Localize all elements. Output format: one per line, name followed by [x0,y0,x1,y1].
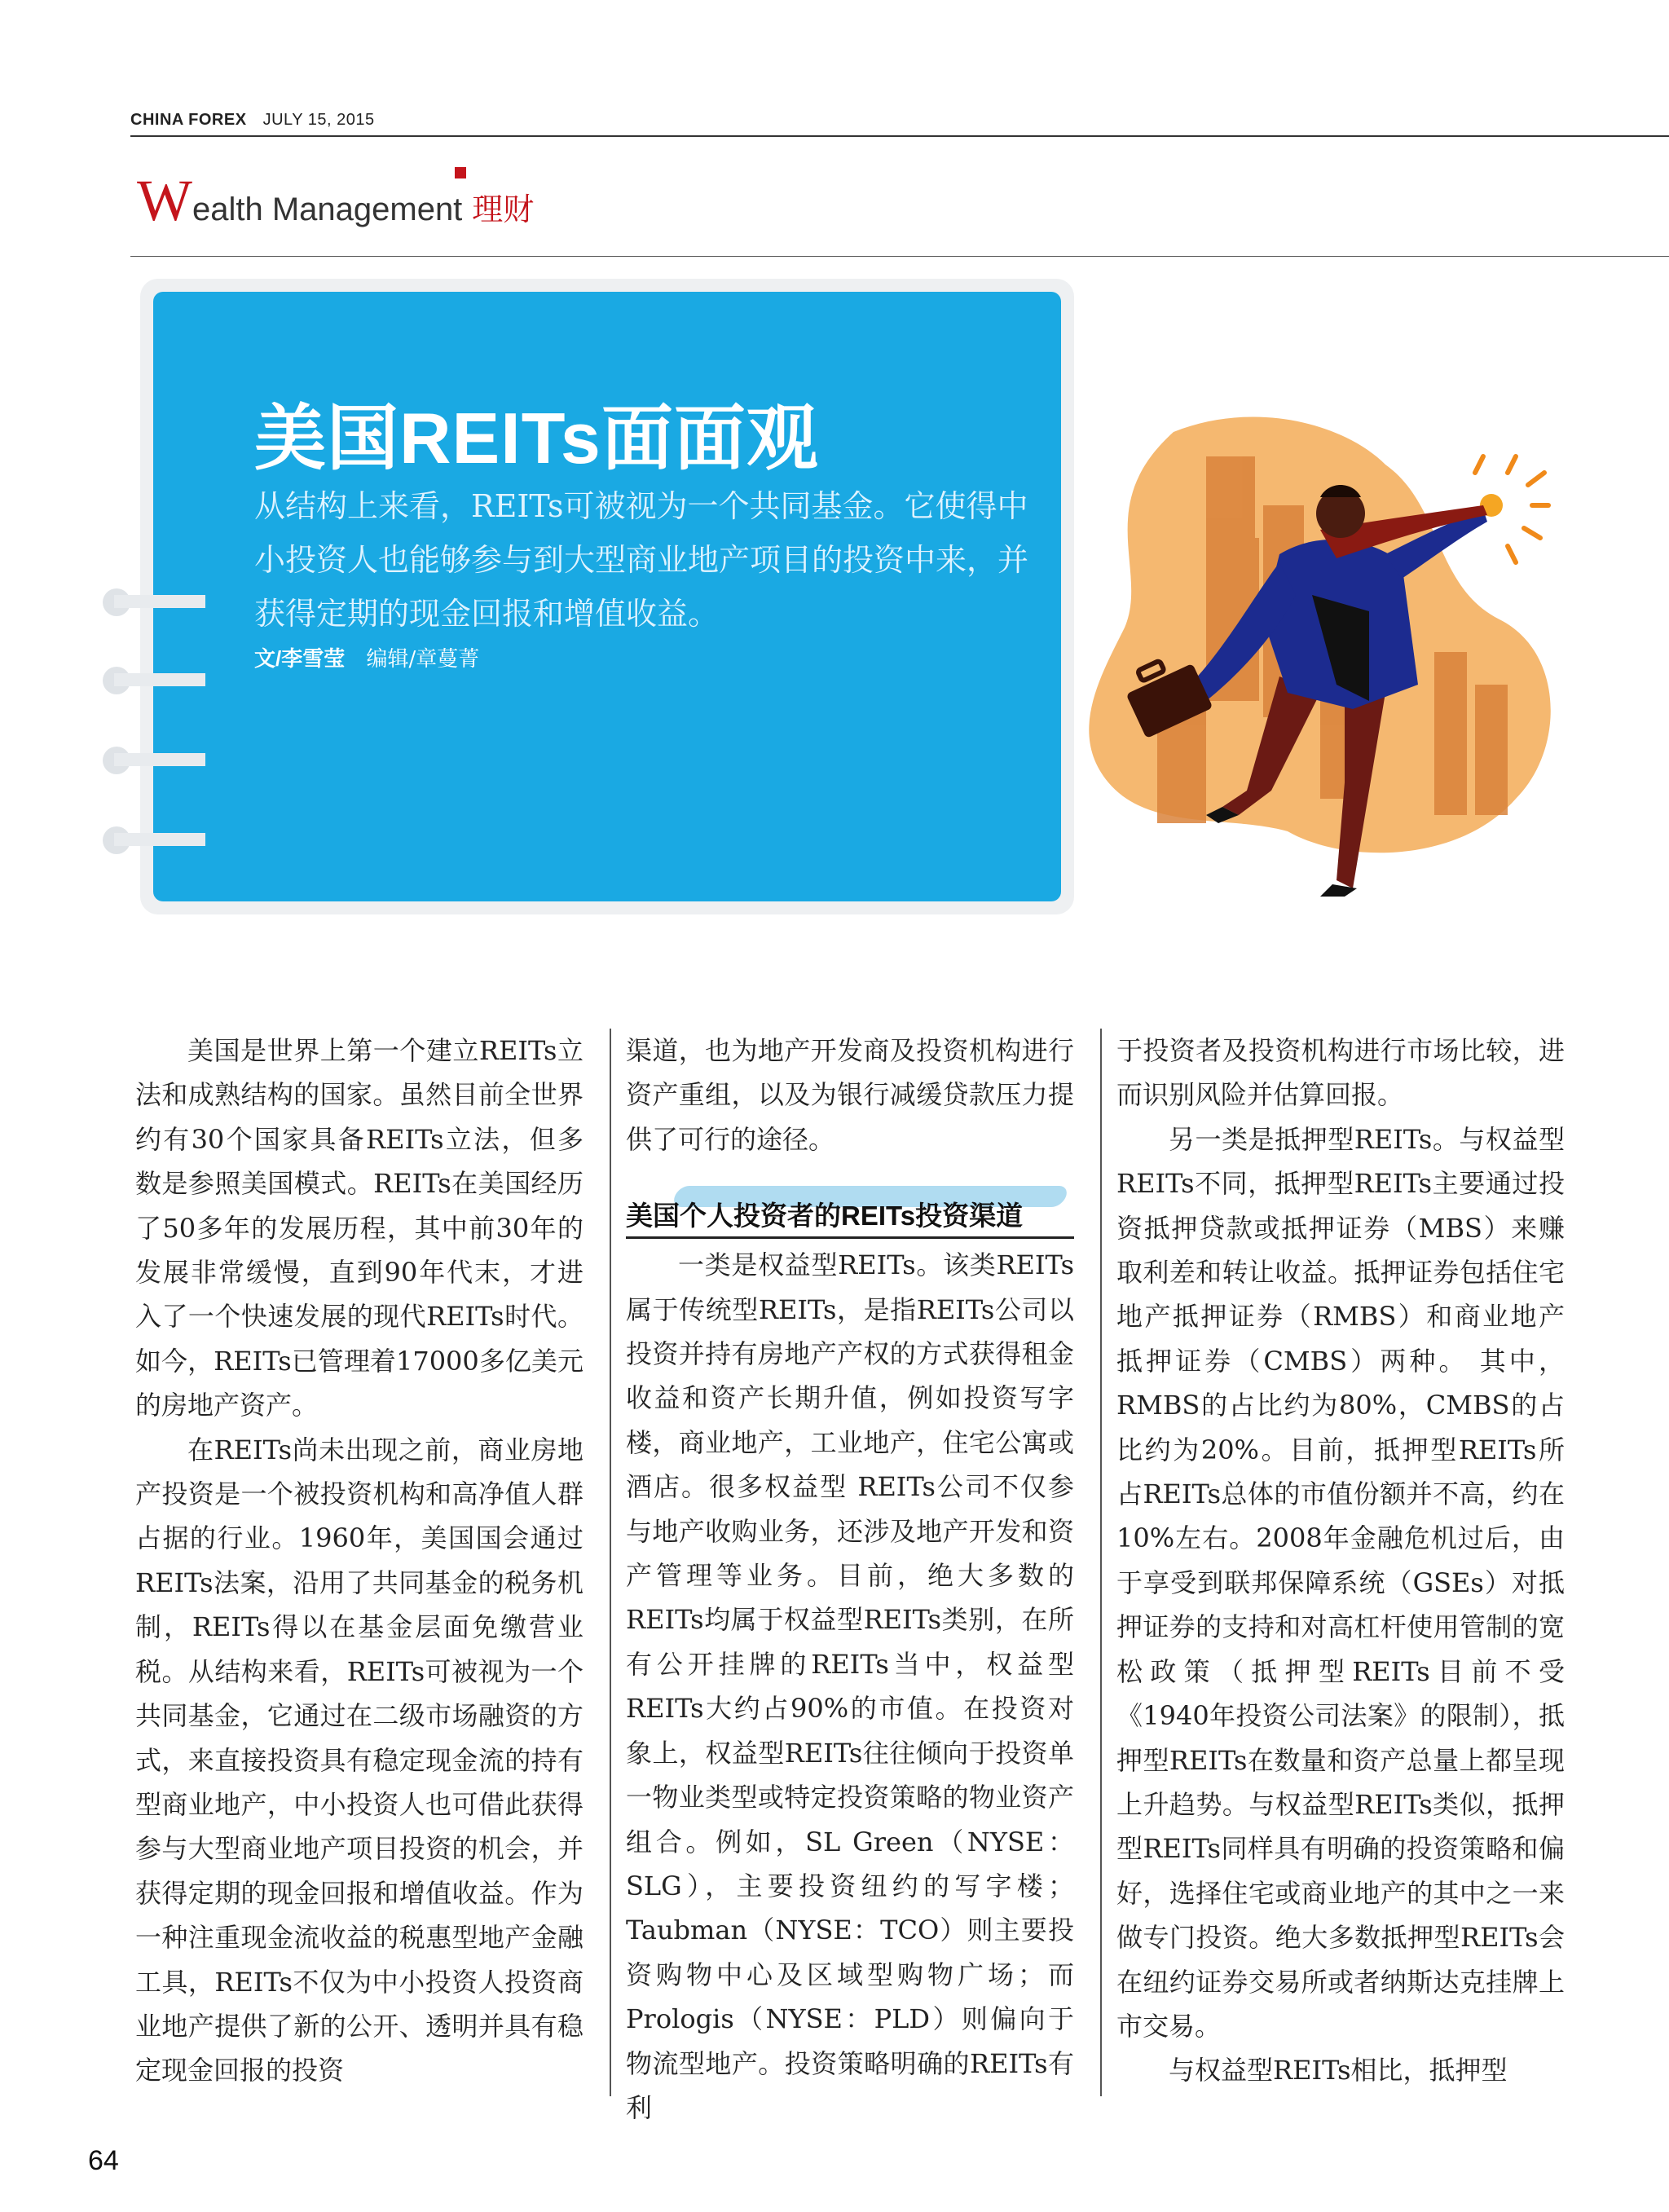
article-lead: 从结构上来看，REITs可被视为一个共同基金。它使得中小投资人也能够参与到大型商业地产项目的投资中来，并获得定期的现金回报和增值收益。 [254,488,1029,632]
editor: 编辑/章蔓菁 [366,647,480,672]
paragraph: 一类是权益型REITs。该类REITs属于传统型REITs，是指REITs公司以投资并持有房地产产权的方式获得租金收益和资产长期升值，例如投资写字楼，商业地产，工业地产，住宅公寓或酒店。很多权益型 REITs公司不仅参与地产收购业务，还涉及地产开发和资产管理等业务。目前，绝大多数的REITs均属于权益型REITs类别，在所有公开挂牌的REITs当中，权益型REITs大约占90%的市值。在投资对象上，权益型REITs往往倾向于投资单一物业类型或特定投资策略的物业资产组合。例如，SL Green（NYSE：SLG），主要投资纽约的写字楼；Taubman（NYSE：TCO）则主要投资购物中心及区域型购物广场；而Prologis（NYSE：PLD）则偏向于物流型地产。投资策略明确的REITs有利 [626,1249,1074,2123]
header-rule [130,135,1669,137]
author: 文/李雪莹 [254,646,346,671]
binder-ring [103,668,184,693]
businessman-illustration [1076,408,1565,929]
subheading-underline [626,1236,1074,1239]
subheading-block [626,1189,1074,1233]
section-rule [130,256,1669,257]
paragraph-continued: 渠道，也为地产开发商及投资机构进行资产重组，以及为银行减缓贷款压力提供了可行的途径。 [626,1035,1074,1155]
section-heading [137,167,534,235]
column-3 [1116,1029,1565,2093]
paragraph: 与权益型REITs相比，抵押型 [1169,2055,1508,2086]
publication-name: CHINA FOREX [130,111,247,129]
byline [254,642,479,672]
paragraph: 美国是世界上第一个建立REITs立法和成熟结构的国家。虽然目前全世界约有30个国家具备REITs立法，但多数是参照美国模式。REITs在美国经历了50多年的发展历程，其中前30年的发展非常缓慢，直到90年代末，才进入了一个快速发展的现代REITs时代。如今，REITs已管理着17000多亿美元的房地产资产。 [135,1035,583,1421]
paragraph-continued: 于投资者及投资机构进行市场比较，进而识别风险并估算回报。 [1116,1035,1565,1111]
paragraph: 另一类是抵押型REITs。与权益型REITs不同，抵押型REITs主要通过投资抵押贷款或抵押证券（MBS）来赚取利差和转让收益。抵押证券包括住宅地产抵押证券（RMBS）和商业地产抵押证券（CMBS）两种。 其中，RMBS的占比约为80%，CMBS的占比约为20%。目前，抵押型REITs所占REITs总体的市值份额并不高，约在10%左右。2008年金融危机过后，由于享受到联邦保障系统（GSEs）对抵押证券的支持和对高杠杆使用管制的宽松政策（抵押型REITs目前不受《1940年投资公司法案》的限制），抵押型REITs在数量和资产总量上都呈现上升趋势。与权益型REITs类似，抵押型REITs同样具有明确的投资策略和偏好，选择住宅或商业地产的其中之一来做专门投资。绝大多数抵押型REITs会在纽约证券交易所或者纳斯达克挂牌上市交易。 [1116,1123,1565,2042]
running-header [130,111,375,130]
column-1 [135,1029,583,2093]
binder-ring [103,828,184,853]
issue-date: JULY 15, 2015 [262,111,375,129]
article-title: 美国REITs面面观 [254,398,819,478]
subheading: 美国个人投资者的REITs投资渠道 [626,1201,1024,1232]
section-title-cn: 理财 [472,193,535,227]
section-initial: W [137,168,192,233]
column-2 [626,1029,1074,2130]
red-square-mark [455,167,466,178]
column-divider [610,1029,611,2096]
binder-ring [103,590,184,615]
page-number: 64 [88,2145,119,2176]
binder-ring [103,748,184,773]
column-divider [1100,1029,1102,2096]
paragraph: 在REITs尚未出现之前，商业房地产投资是一个被投资机构和高净值人群占据的行业。1960年，美国国会通过REITs法案，沿用了共同基金的税务机制，REITs得以在基金层面免缴营业税。从结构来看，REITs可被视为一个共同基金，它通过在二级市场融资的方式，来直接投资具有稳定现金流的持有型商业地产，中小投资人也可借此获得参与大型商业地产项目投资的机会，并获得定期的现金回报和增值收益。作为一种注重现金流收益的税惠型地产金融工具，REITs不仅为中小投资人投资商业地产提供了新的公开、透明并具有稳定现金回报的投资 [135,1434,583,2086]
section-title-en: ealth Management [192,192,463,227]
